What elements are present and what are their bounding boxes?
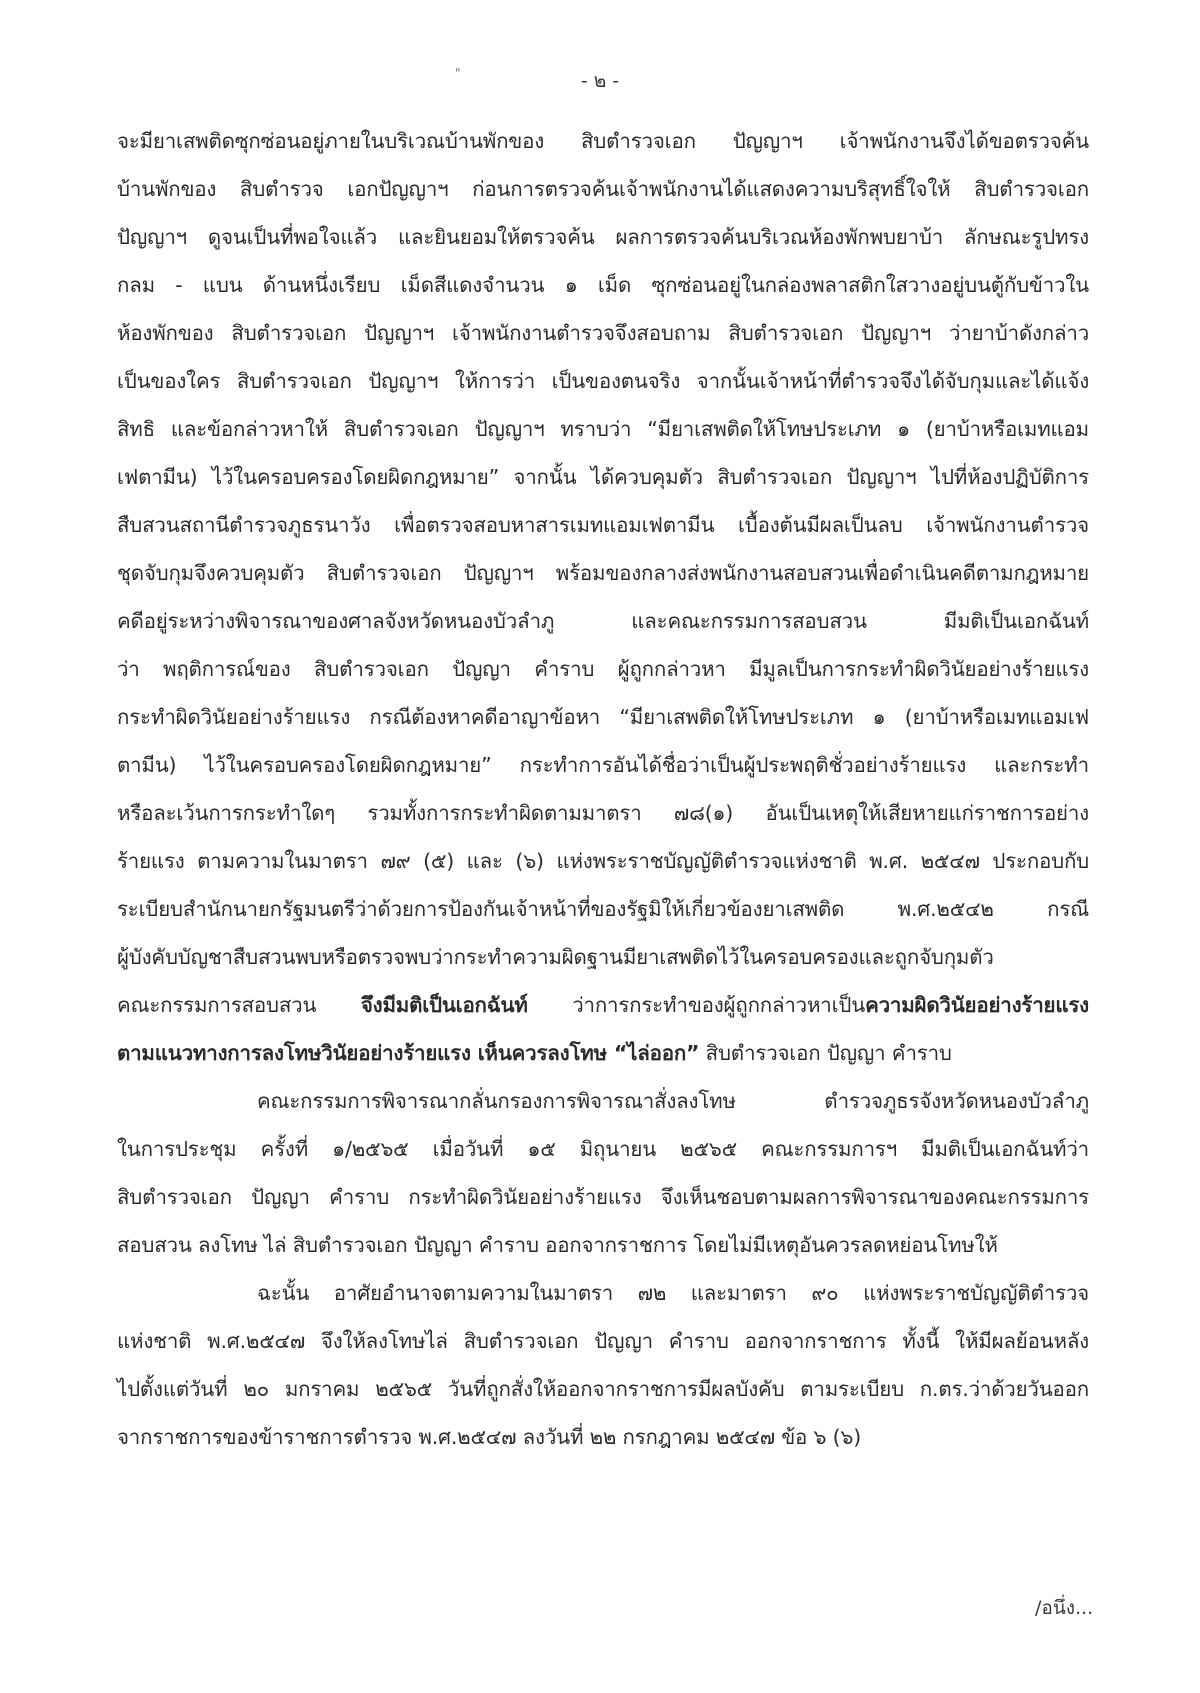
verdict-text-plain: คณะกรรมการสอบสวน <box>117 993 361 1017</box>
penalty-line <box>117 1038 1089 1068</box>
text-line: ปัญญาฯ ดูจนเป็นที่พอใจแล้ว และยินยอมให้ตรวจค้น ผลการตรวจค้นบริเวณห้องพักพบยาบ้า ลักษณะรูปทรง <box>117 225 1089 249</box>
text-line: กลม - แบน ด้านหนึ่งเรียบ เม็ดสีแดงจำนวน ๑ เม็ด ซุกซ่อนอยู่ในกล่องพลาสติกใสวางอยู่บนตู้กับข้าวใน <box>117 273 1089 297</box>
continuation-marker: /อนึ่ง... <box>1035 1597 1094 1619</box>
text-line: สิทธิ และข้อกล่าวหาให้ สิบตำรวจเอก ปัญญาฯ ทราบว่า “มียาเสพติดให้โทษประเภท ๑ (ยาบ้าหรือเมทแอม <box>117 417 1089 441</box>
committee-paragraph-line: สิบตำรวจเอก ปัญญา คำราบ กระทำผิดวินัยอย่างร้ายแรง จึงเห็นชอบตามผลการพิจารณาของคณะกรรมการ <box>117 1185 1089 1209</box>
order-paragraph-line: ฉะนั้น อาศัยอำนาจตามความในมาตรา ๗๒ และมาตรา ๙๐ แห่งพระราชบัญญัติตำรวจ <box>257 1281 1089 1305</box>
text-line: ผู้บังคับบัญชาสืบสวนพบหรือตรวจพบว่ากระทำความผิดฐานมียาเสพติดไว้ในครอบครองและถูกจับกุมตัว <box>117 945 994 969</box>
text-line: ระเบียบสำนักนายกรัฐมนตรีว่าด้วยการป้องกันเจ้าหน้าที่ของรัฐมิให้เกี่ยวข้องยาเสพติด พ.ศ.๒๕๔๒ กรณี <box>117 897 1089 921</box>
text-line: บ้านพักของ สิบตำรวจ เอกปัญญาฯ ก่อนการตรวจค้นเจ้าพนักงานได้แสดงความบริสุทธิ์ใจให้ สิบตำรวจเอก <box>117 177 1089 201</box>
verdict-text-bold: ความผิดวินัยอย่างร้ายแรง <box>865 993 1089 1017</box>
text-line: เป็นของใคร สิบตำรวจเอก ปัญญาฯ ให้การว่า เป็นของตนจริง จากนั้นเจ้าหน้าที่ตำรวจจึงได้จับกุมและได้แจ้ง <box>117 369 1089 393</box>
text-line: ตามีน) ไว้ในครอบครองโดยผิดกฎหมาย” กระทำการอันได้ชื่อว่าเป็นผู้ประพฤติชั่วอย่างร้ายแรง และกระทำ <box>117 753 1089 777</box>
text-line: ร้ายแรง ตามความในมาตรา ๗๙ (๕) และ (๖) แห่งพระราชบัญญัติตำรวจแห่งชาติ พ.ศ. ๒๕๔๗ ประกอบกับ <box>117 849 1089 873</box>
verdict-text-plain: ว่าการกระทำของผู้ถูกกล่าวหาเป็น <box>527 993 866 1017</box>
committee-paragraph-line: คณะกรรมการพิจารณากลั่นกรองการพิจารณาสั่งลงโทษ ตำรวจภูธรจังหวัดหนองบัวลำภู <box>257 1089 1089 1113</box>
text-line: จะมียาเสพติดซุกซ่อนอยู่ภายในบริเวณบ้านพักของ สิบตำรวจเอก ปัญญาฯ เจ้าพนักงานจึงได้ขอตรวจค้น <box>117 129 1089 153</box>
verdict-text-bold: จึงมีมติเป็นเอกฉันท์ <box>360 993 528 1017</box>
text-line: หรือละเว้นการกระทำใดๆ รวมทั้งการกระทำผิดตามมาตรา ๗๘(๑) อันเป็นเหตุให้เสียหายแก่ราชการอย่าง <box>117 801 1089 825</box>
order-paragraph-line: ไปตั้งแต่วันที่ ๒๐ มกราคม ๒๕๖๕ วันที่ถูกสั่งให้ออกจากราชการมีผลบังคับ ตามระเบียบ ก.ตร.ว่าด้วยวันออก <box>117 1377 1089 1401</box>
page-number: - ๒ - <box>580 70 620 92</box>
scan-artifact-mark: " <box>455 66 461 80</box>
order-paragraph-line: แห่งชาติ พ.ศ.๒๕๔๗ จึงให้ลงโทษไล่ สิบตำรวจเอก ปัญญา คำราบ ออกจากราชการ ทั้งนี้ ให้มีผลย้อนหลัง <box>117 1329 1089 1353</box>
text-line: ห้องพักของ สิบตำรวจเอก ปัญญาฯ เจ้าพนักงานตำรวจจึงสอบถาม สิบตำรวจเอก ปัญญาฯ ว่ายาบ้าดังกล่าว <box>117 321 1089 345</box>
text-line: คดีอยู่ระหว่างพิจารณาของศาลจังหวัดหนองบัวลำภู และคณะกรรมการสอบสวน มีมติเป็นเอกฉันท์ <box>117 609 1089 633</box>
penalty-text-bold: ตามแนวทางการลงโทษวินัยอย่างร้ายแรง เห็นควรลงโทษ “ไล่ออก” <box>117 1041 700 1065</box>
text-line: กระทำผิดวินัยอย่างร้ายแรง กรณีต้องหาคดีอาญาข้อหา “มียาเสพติดให้โทษประเภท ๑ (ยาบ้าหรือเมทแอมเฟ <box>117 705 1089 729</box>
penalty-text-plain: สิบตำรวจเอก ปัญญา คำราบ <box>699 1041 952 1065</box>
order-paragraph-line: จากราชการของข้าราชการตำรวจ พ.ศ.๒๕๔๗ ลงวันที่ ๒๒ กรกฎาคม ๒๕๔๗ ข้อ ๖ (๖) <box>117 1425 862 1449</box>
committee-paragraph-line: ในการประชุม ครั้งที่ ๑/๒๕๖๕ เมื่อวันที่ ๑๕ มิถุนายน ๒๕๖๕ คณะกรรมการฯ มีมติเป็นเอกฉันท์ว่า <box>117 1137 1089 1161</box>
text-line: สืบสวนสถานีตำรวจภูธรนาวัง เพื่อตรวจสอบหาสารเมทแอมเฟตามีน เบื้องต้นมีผลเป็นลบ เจ้าพนักงานตำรวจ <box>117 513 1089 537</box>
committee-paragraph-line: สอบสวน ลงโทษ ไล่ สิบตำรวจเอก ปัญญา คำราบ ออกจากราชการ โดยไม่มีเหตุอันควรลดหย่อนโทษให้ <box>117 1233 998 1257</box>
verdict-line <box>117 990 1089 1020</box>
text-line: ว่า พฤติการณ์ของ สิบตำรวจเอก ปัญญา คำราบ ผู้ถูกกล่าวหา มีมูลเป็นการกระทำผิดวินัยอย่างร้ายแรง <box>117 657 1089 681</box>
text-line: เฟตามีน) ไว้ในครอบครองโดยผิดกฎหมาย” จากนั้น ได้ควบคุมตัว สิบตำรวจเอก ปัญญาฯ ไปที่ห้องปฏิบัติการ <box>117 465 1089 489</box>
text-line: ชุดจับกุมจึงควบคุมตัว สิบตำรวจเอก ปัญญาฯ พร้อมของกลางส่งพนักงานสอบสวนเพื่อดำเนินคดีตามกฎหมาย <box>117 561 1089 585</box>
